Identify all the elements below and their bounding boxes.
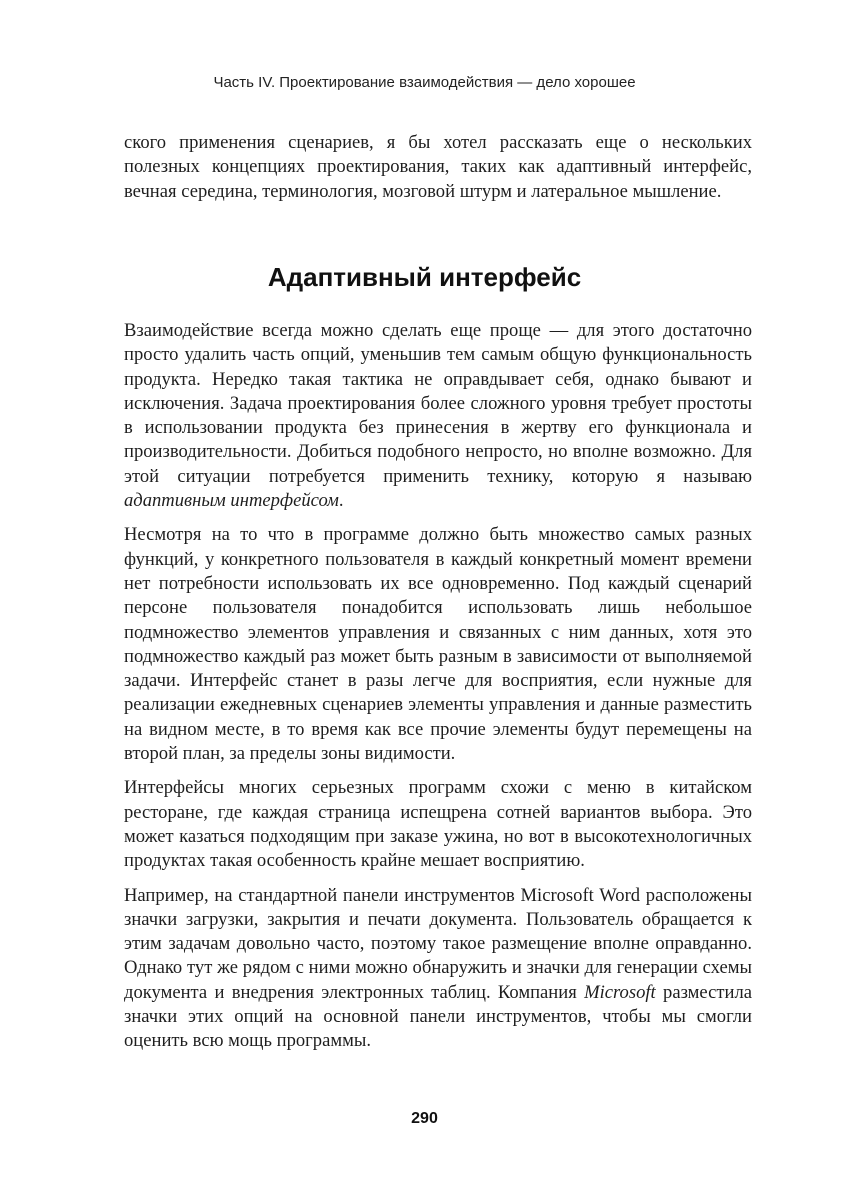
paragraph-1-emphasis: адаптивным интерфейсом: [124, 490, 339, 512]
section-heading: Адаптивный интерфейс: [267, 262, 582, 292]
paragraph-4-text: Например, на стандартной панели инструментов Microsoft Word расположены значки загрузки, закрытия и печати документа. Пользователь обращается к этим задачам довольно часто, поэтому такое размещение вполне оправданно. Однако тут же рядом с ними можно обнаружить и значки для генерации схемы документа и внедрения электронных таблиц. Компания: [124, 884, 752, 1003]
running-head: Часть IV. Проектирование взаимодействия — дело хорошее: [213, 74, 636, 91]
intro-text-block: [124, 131, 752, 204]
intro-paragraph: ского применения сценариев, я бы хотел рассказать еще о нескольких полезных концепциях проектирования, таких как адаптивный интерфейс, вечная середина, терминология, мозговой штурм и латеральное мышление.: [124, 132, 752, 202]
paragraph-2: Несмотря на то что в программе должно быть множество самых разных функций, у конкретного пользователя в каждый конкретный момент времени нет потребности использовать их все одновременно. Под каждый сценарий персоне пользователя понадобится использовать лишь небольшое подмножество элементов управления и связанных с ним данных, хотя это подмножество каждый раз может быть разным в зависимости от выполняемой задачи. Интерфейс станет в разы легче для восприятия, если нужные для реализации ежедневных сценариев элементы управления и данные разместить на видном месте, в то время как все прочие элементы будут перемещены на второй план, за пределы зоны видимости.: [124, 524, 752, 765]
paragraph-4-emphasis: Microsoft: [584, 981, 656, 1003]
paragraph-1: [124, 319, 752, 513]
paragraph-4: [124, 884, 752, 1054]
paragraph-1-text: Взаимодействие всегда можно сделать еще проще — для этого достаточно просто удалить часть опций, уменьшив тем самым общую функциональность продукта. Нередко такая тактика не оправдывает себя, однако бывают и исключения. Задача проектирования более сложного уровня требует простоты в использовании продукта без принесения в жертву его функционала и производительности. Добиться подобного непросто, но вполне возможно. Для этой ситуации потребуется применить технику, которую я называю: [124, 320, 752, 487]
page-number: 290: [411, 1110, 438, 1127]
paragraph-1-end: .: [338, 490, 344, 512]
paragraph-3: Интерфейсы многих серьезных программ схожи с меню в китайском ресторане, где каждая страница испещрена сотней вариантов выбора. Это может казаться подходящим при заказе ужина, но вот в высокотехнологичных продуктах такая особенность крайне мешает восприятию.: [124, 777, 752, 872]
section-body: [124, 319, 752, 1054]
paragraph-4-end: разместила значки этих опций на основной панели инструментов, чтобы мы смогли оценить всю мощь программы.: [124, 981, 752, 1052]
